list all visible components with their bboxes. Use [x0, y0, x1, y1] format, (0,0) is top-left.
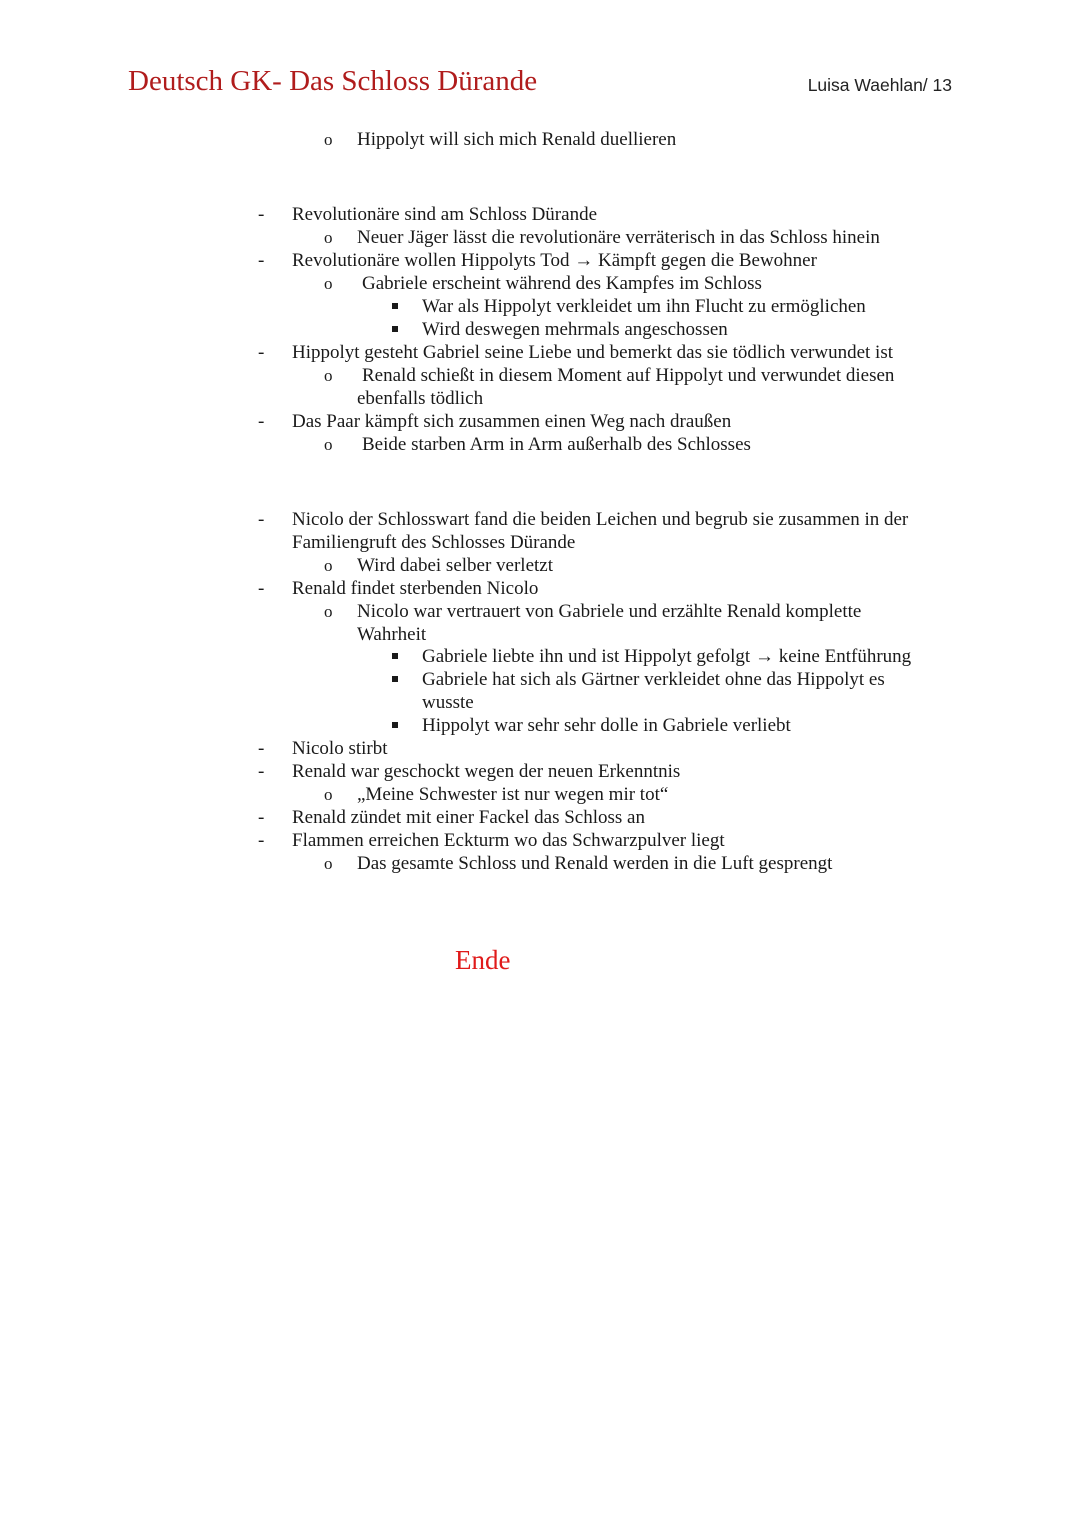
list-item: Gabriele liebte ihn und ist Hippolyt gefolgt → keine Entführung — [422, 646, 912, 667]
square-bullet-icon — [392, 676, 398, 682]
circle-bullet-icon: o — [324, 274, 333, 293]
list-item: Wird deswegen mehrmals angeschossen — [422, 319, 728, 340]
dash-bullet-icon: - — [258, 578, 265, 599]
dash-bullet-icon: - — [258, 830, 265, 851]
list-item: Neuer Jäger lässt die revolutionäre verräterisch in das Schloss hinein — [357, 227, 880, 248]
dash-bullet-icon: - — [258, 738, 265, 759]
square-bullet-icon — [392, 326, 398, 332]
list-item: Wird dabei selber verletzt — [357, 555, 554, 576]
list-item: Gabriele hat sich als Gärtner verkleidet ohne das Hippolyt es — [422, 669, 885, 690]
list-item: Renald schießt in diesem Moment auf Hippolyt und verwundet diesen — [362, 365, 895, 386]
list-item: Flammen erreichen Eckturm wo das Schwarzpulver liegt — [292, 830, 725, 851]
list-item: Hippolyt will sich mich Renald duellieren — [357, 129, 677, 150]
dash-bullet-icon: - — [258, 509, 265, 530]
dash-bullet-icon: - — [258, 411, 265, 432]
list-item-continuation: ebenfalls tödlich — [357, 388, 484, 409]
list-item: Hippolyt gesteht Gabriel seine Liebe und bemerkt das sie tödlich verwundet ist — [292, 342, 893, 363]
list-item: Revolutionäre sind am Schloss Dürande — [292, 204, 598, 225]
circle-bullet-icon: o — [324, 435, 333, 454]
list-item: „Meine Schwester ist nur wegen mir tot“ — [357, 784, 669, 805]
list-item: Renald zündet mit einer Fackel das Schloss an — [292, 807, 645, 828]
circle-bullet-icon: o — [324, 854, 333, 873]
list-item: Das gesamte Schloss und Renald werden in die Luft gesprengt — [357, 853, 833, 874]
dash-bullet-icon: - — [258, 761, 265, 782]
list-item: Nicolo war vertrauert von Gabriele und erzählte Renald komplette — [357, 601, 862, 622]
square-bullet-icon — [392, 722, 398, 728]
ending-label: Ende — [455, 945, 511, 975]
list-item: Das Paar kämpft sich zusammen einen Weg nach draußen — [292, 411, 732, 432]
square-bullet-icon — [392, 303, 398, 309]
dash-bullet-icon: - — [258, 342, 265, 363]
document-author: Luisa Waehlan/ 13 — [807, 75, 952, 95]
list-item-continuation: Wahrheit — [357, 624, 427, 645]
circle-bullet-icon: o — [324, 602, 333, 621]
list-item: Beide starben Arm in Arm außerhalb des Schlosses — [362, 434, 751, 455]
list-item: Renald findet sterbenden Nicolo — [292, 578, 539, 599]
list-item: Hippolyt war sehr sehr dolle in Gabriele verliebt — [422, 715, 791, 736]
list-item: Gabriele erscheint während des Kampfes im Schloss — [362, 273, 762, 294]
dash-bullet-icon: - — [258, 250, 265, 271]
square-bullet-icon — [392, 653, 398, 659]
circle-bullet-icon: o — [324, 130, 333, 149]
list-item-continuation: Familiengruft des Schlosses Dürande — [292, 532, 576, 553]
dash-bullet-icon: - — [258, 204, 265, 225]
circle-bullet-icon: o — [324, 366, 333, 385]
dash-bullet-icon: - — [258, 807, 265, 828]
circle-bullet-icon: o — [324, 228, 333, 247]
document-title: Deutsch GK- Das Schloss Dürande — [128, 65, 538, 97]
list-item: Nicolo stirbt — [292, 738, 388, 759]
circle-bullet-icon: o — [324, 785, 333, 804]
list-item-continuation: wusste — [422, 692, 474, 713]
list-item: Renald war geschockt wegen der neuen Erkenntnis — [292, 761, 681, 782]
list-item: Nicolo der Schlosswart fand die beiden Leichen und begrub sie zusammen in der — [292, 509, 909, 530]
circle-bullet-icon: o — [324, 556, 333, 575]
list-item: War als Hippolyt verkleidet um ihn Flucht zu ermöglichen — [422, 296, 866, 317]
list-item: Revolutionäre wollen Hippolyts Tod → Kämpft gegen die Bewohner — [292, 250, 817, 271]
